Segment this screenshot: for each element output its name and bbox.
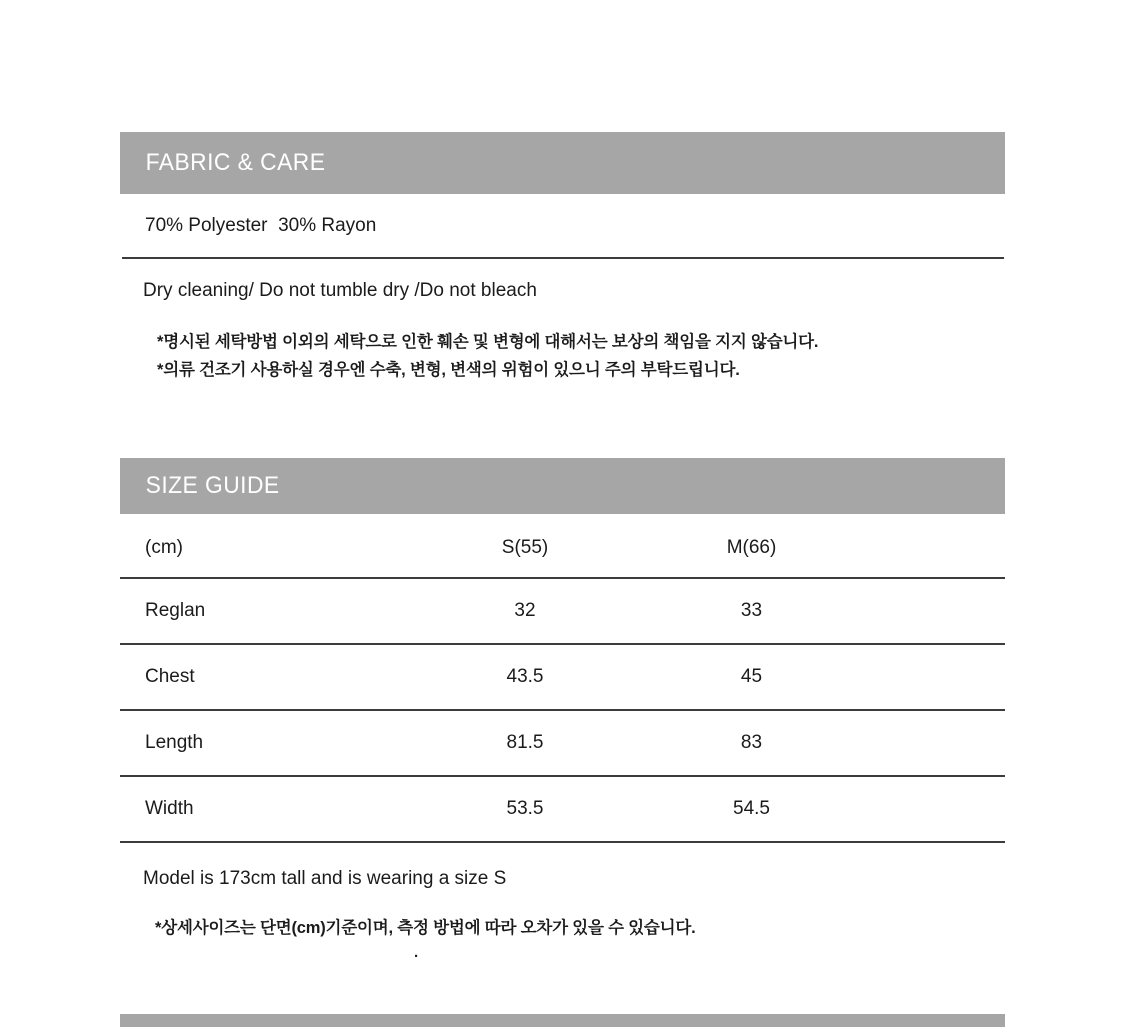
size-note: *상세사이즈는 단면(cm)기준이며, 측정 방법에 따라 오차가 있을 수 있습니다. [155, 919, 696, 937]
cell-value-s: 81.5 [506, 732, 544, 753]
size-guide-header-bar [120, 458, 1005, 514]
cell-value-m: 54.5 [733, 798, 770, 819]
cell-value-m: 83 [740, 732, 763, 753]
table-row-chest [120, 645, 1005, 711]
cell-value-s: 43.5 [506, 666, 544, 687]
fabric-composition: 70% Polyester 30% Rayon [145, 215, 377, 236]
table-row-length [120, 711, 1005, 777]
cell-value-s: 32 [514, 600, 536, 621]
size-guide-title: SIZE GUIDE [145, 472, 280, 499]
care-note-2: *의류 건조기 사용하실 경우엔 수축, 변형, 변색의 위험이 있으니 주의 부탁드립니다. [157, 361, 740, 379]
column-header-s: S(55) [501, 536, 549, 558]
row-label: Chest [145, 666, 195, 687]
stray-period-mark: . [414, 944, 419, 961]
cell-value-m: 33 [740, 600, 763, 621]
fabric-care-header-bar [120, 132, 1005, 194]
row-label: Width [145, 798, 194, 819]
care-instructions: Dry cleaning/ Do not tumble dry /Do not bleach [143, 280, 537, 301]
row-label: Reglan [145, 600, 206, 621]
model-info: Model is 173cm tall and is wearing a size S [143, 868, 507, 889]
divider-line [122, 257, 1004, 259]
next-section-bar-partial [120, 1014, 1005, 1027]
size-guide-table [120, 518, 1005, 843]
care-note-1: *명시된 세탁방법 이외의 세탁으로 인한 훼손 및 변형에 대해서는 보상의 책임을 지지 않습니다. [157, 333, 819, 351]
cell-value-s: 53.5 [506, 798, 544, 819]
unit-header-cell: (cm) [145, 536, 183, 558]
table-row-reglan [120, 579, 1005, 645]
cell-value-m: 45 [740, 666, 763, 687]
size-table-header-row [120, 518, 1005, 579]
row-label: Length [145, 732, 204, 753]
fabric-care-title: FABRIC & CARE [145, 149, 326, 176]
column-header-m: M(66) [726, 536, 777, 558]
table-row-width [120, 777, 1005, 843]
